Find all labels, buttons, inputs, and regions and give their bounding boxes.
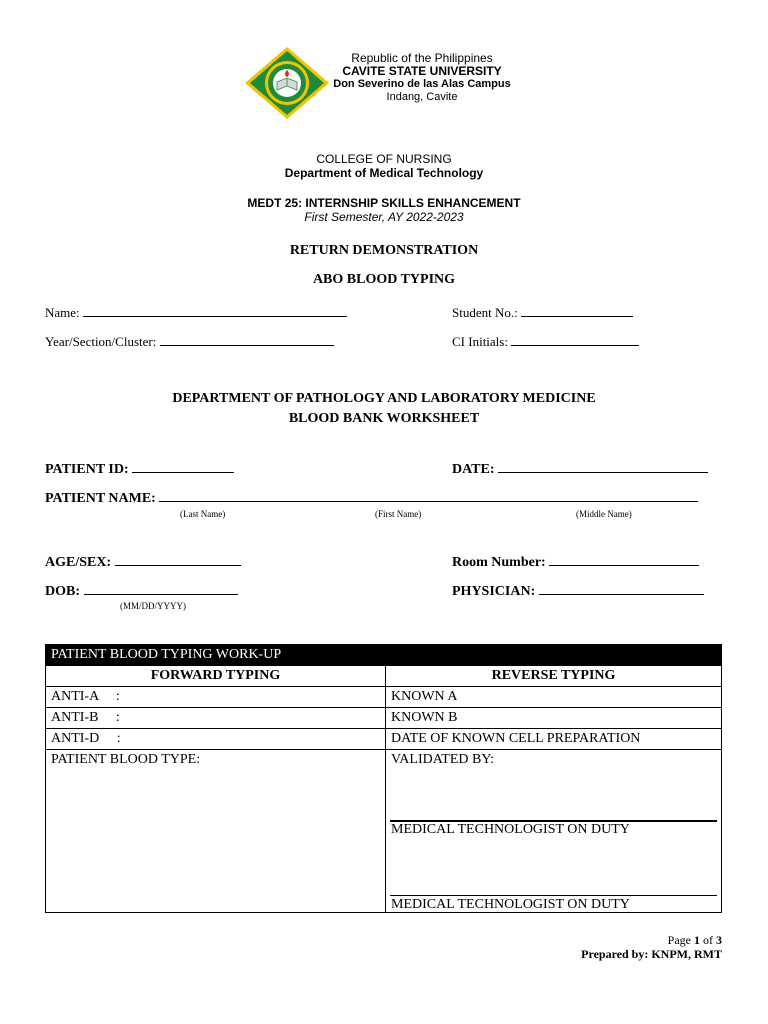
- patient-name-blank[interactable]: [159, 489, 698, 502]
- ci-initials-field[interactable]: [452, 333, 639, 350]
- table-row: [46, 708, 722, 729]
- patient-name-label: PATIENT NAME:: [45, 491, 156, 506]
- year-section-blank[interactable]: [160, 333, 334, 346]
- student-no-label: Student No.:: [452, 305, 518, 320]
- patient-id-field[interactable]: [45, 460, 234, 478]
- dob-blank[interactable]: [84, 582, 238, 595]
- physician-label: PHYSICIAN:: [452, 584, 536, 599]
- university-seal-logo: [244, 46, 330, 120]
- doc-subtitle: ABO BLOOD TYPING: [312, 272, 456, 287]
- patient-id-label: PATIENT ID:: [45, 462, 129, 477]
- name-label: Name:: [45, 305, 80, 320]
- patient-blood-type-label: PATIENT BLOOD TYPE:: [51, 752, 201, 767]
- letterhead: [322, 52, 522, 104]
- room-number-label: Room Number:: [452, 555, 546, 570]
- forward-typing-header: FORWARD TYPING: [46, 666, 386, 687]
- campus-name: Don Severino de las Alas Campus: [333, 78, 511, 90]
- reverse-typing-header: REVERSE TYPING: [386, 666, 722, 687]
- physician-blank[interactable]: [539, 582, 704, 595]
- validated-by-cell[interactable]: [386, 750, 722, 913]
- page-total: 3: [716, 933, 722, 947]
- page-number: [668, 933, 722, 948]
- signature-line-2[interactable]: [390, 895, 717, 896]
- table-header: PATIENT BLOOD TYPING WORK-UP: [46, 645, 722, 666]
- worksheet-title: BLOOD BANK WORKSHEET: [288, 411, 480, 426]
- name-blank[interactable]: [83, 304, 347, 317]
- year-section-field[interactable]: [45, 333, 334, 350]
- medtech-caption-1: MEDICAL TECHNOLOGIST ON DUTY: [391, 822, 630, 837]
- worksheet-dept: DEPARTMENT OF PATHOLOGY AND LABORATORY MEDICINE: [172, 391, 596, 406]
- validated-by-label: VALIDATED BY:: [391, 752, 495, 767]
- page-prefix: Page: [667, 933, 691, 947]
- age-sex-field[interactable]: [45, 553, 241, 571]
- university-name: CAVITE STATE UNIVERSITY: [342, 64, 502, 78]
- date-field[interactable]: [452, 460, 708, 478]
- patient-id-blank[interactable]: [132, 460, 234, 473]
- doc-title: RETURN DEMONSTRATION: [289, 243, 479, 258]
- last-name-caption: (Last Name): [180, 509, 226, 519]
- dob-label: DOB:: [45, 584, 80, 599]
- year-section-label: Year/Section/Cluster:: [45, 334, 157, 349]
- anti-d-cell[interactable]: ANTI-D :: [46, 729, 386, 750]
- blood-typing-table: [45, 644, 722, 913]
- physician-field[interactable]: [452, 582, 704, 600]
- ci-initials-label: CI Initials:: [452, 334, 508, 349]
- known-b-cell[interactable]: KNOWN B: [386, 708, 722, 729]
- table-row: [46, 750, 722, 913]
- table-row: [46, 687, 722, 708]
- department-name: Department of Medical Technology: [284, 166, 484, 180]
- country-line: Republic of the Philippines: [351, 51, 493, 65]
- page-of: of: [703, 933, 713, 947]
- patient-blood-type-cell[interactable]: [46, 750, 386, 913]
- table-header-row: [46, 645, 722, 666]
- course-title: MEDT 25: INTERNSHIP SKILLS ENHANCEMENT: [247, 196, 521, 210]
- patient-name-field[interactable]: [45, 489, 698, 507]
- page-current: 1: [694, 933, 700, 947]
- semester: First Semester, AY 2022-2023: [304, 210, 464, 224]
- date-label: DATE:: [452, 462, 495, 477]
- student-no-field[interactable]: [452, 304, 633, 321]
- college-name: COLLEGE OF NURSING: [316, 152, 452, 166]
- name-field[interactable]: [45, 304, 347, 321]
- first-name-caption: (First Name): [375, 509, 422, 519]
- anti-b-cell[interactable]: ANTI-B :: [46, 708, 386, 729]
- cell-prep-date-cell[interactable]: DATE OF KNOWN CELL PREPARATION: [386, 729, 722, 750]
- known-a-cell[interactable]: KNOWN A: [386, 687, 722, 708]
- dob-field[interactable]: [45, 582, 238, 600]
- location: Indang, Cavite: [386, 91, 458, 103]
- prepared-by: Prepared by: KNPM, RMT: [581, 947, 722, 961]
- room-number-blank[interactable]: [549, 553, 699, 566]
- anti-a-cell[interactable]: ANTI-A :: [46, 687, 386, 708]
- room-number-field[interactable]: [452, 553, 699, 571]
- age-sex-blank[interactable]: [115, 553, 241, 566]
- student-no-blank[interactable]: [521, 304, 633, 317]
- date-blank[interactable]: [498, 460, 708, 473]
- dob-format-caption: (MM/DD/YYYY): [120, 601, 186, 611]
- ci-initials-blank[interactable]: [511, 333, 639, 346]
- age-sex-label: AGE/SEX:: [45, 555, 112, 570]
- column-header-row: [46, 666, 722, 687]
- table-row: [46, 729, 722, 750]
- medtech-caption-2: MEDICAL TECHNOLOGIST ON DUTY: [391, 897, 630, 912]
- middle-name-caption: (Middle Name): [576, 509, 632, 519]
